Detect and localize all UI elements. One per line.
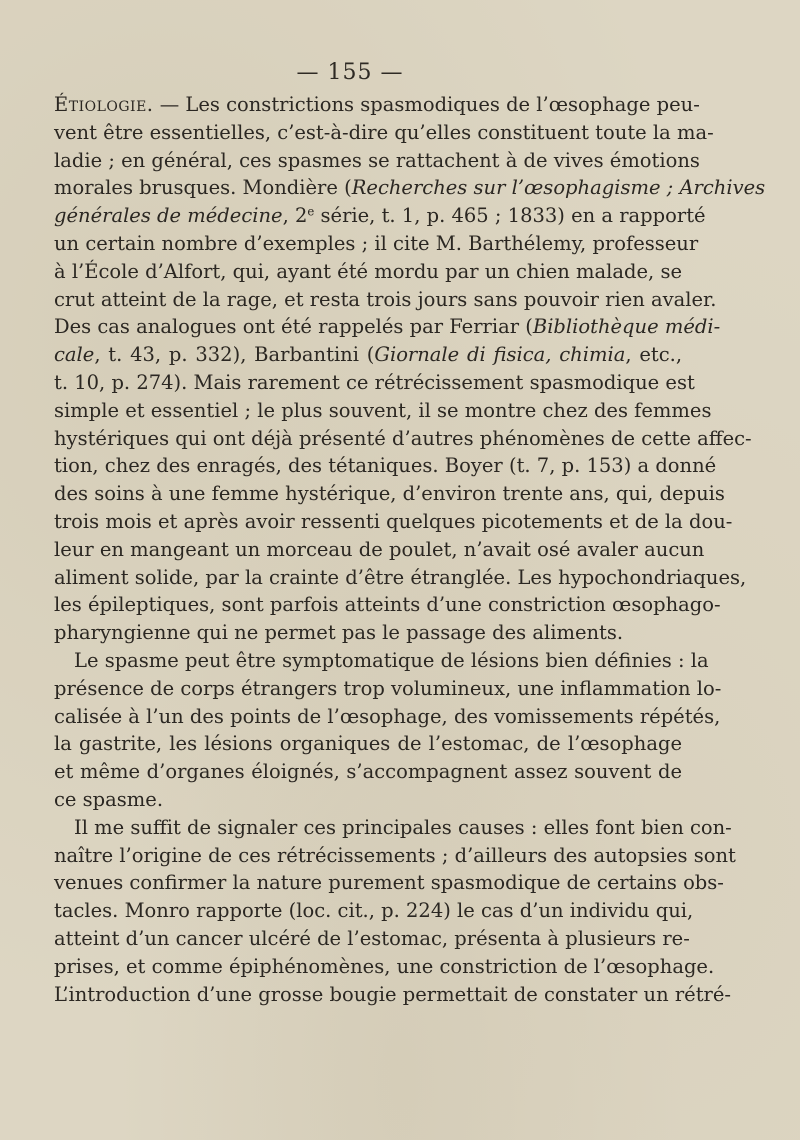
text-run: Le spasme peut être symptomatique de lésions bien définies : la [74, 648, 709, 672]
text-run: vent être essentielles, c’est-à-dire qu’elles constituent toute la ma- [54, 120, 714, 144]
text-run: naître l’origine de ces rétrécissements ; d’ailleurs des autopsies sont [54, 843, 736, 867]
text-run: crut atteint de la rage, et resta trois jours sans pouvoir rien avaler. [54, 287, 717, 311]
text-line [54, 869, 724, 897]
text-line [54, 591, 721, 619]
text-run: t. 10, p. 274). Mais rarement ce rétrécissement spasmodique est [54, 370, 695, 394]
italic-citation: Recherches sur l’œsophagisme ; Archives [351, 176, 766, 200]
text-run: Il me suffit de signaler ces principales causes : elles font bien con- [74, 815, 732, 839]
text-run: atteint d’un cancer ulcéré de l’estomac, présenta à plusieurs re- [54, 926, 690, 950]
text-line [54, 814, 732, 842]
text-run: hystériques qui ont déjà présenté d’autres phénomènes de cette affec- [54, 426, 752, 450]
paragraph [54, 814, 736, 1009]
text-line [54, 174, 766, 202]
text-run: — Les constrictions spasmodiques de l’œsophage peu- [153, 93, 700, 116]
text-line [54, 730, 682, 758]
text-line [54, 842, 736, 870]
page-number: — 155 — [296, 60, 404, 85]
text-line [54, 536, 705, 564]
text-run: Des cas analogues ont été rappelés par Ferriar ( [54, 315, 533, 339]
text-run: et même d’organes éloignés, s’accompagnent assez souvent de [54, 760, 682, 784]
text-run: pharyngienne qui ne permet pas le passage des aliments. [54, 621, 624, 645]
text-run: L’introduction d’une grosse bougie permettait de constater un rétré- [54, 982, 731, 1006]
text-line [54, 758, 682, 786]
text-line [54, 564, 747, 592]
text-line [54, 258, 682, 286]
body-text [54, 91, 766, 1008]
text-line [54, 508, 733, 536]
text-line [54, 397, 712, 425]
text-line [54, 480, 725, 508]
text-line [54, 953, 715, 981]
section-heading: Étiologie. [54, 93, 154, 116]
text-run: ladie ; en général, ces spasmes se rattachent à de vives émotions [54, 148, 700, 172]
text-run: ce spasme. [54, 787, 164, 811]
text-run: les épileptiques, sont parfois atteints d’une constriction œsophago- [54, 593, 721, 617]
text-line [54, 981, 731, 1009]
text-line [54, 452, 717, 480]
text-line [54, 675, 722, 703]
text-line [54, 202, 706, 230]
text-run: tacles. Monro rapporte (loc. cit., p. 224) le cas d’un individu qui, [54, 899, 694, 923]
superscript: e [307, 204, 315, 219]
text-run: à l’École d’Alfort, qui, ayant été mordu par un chien malade, se [54, 259, 682, 283]
text-line [54, 147, 700, 175]
text-line [54, 647, 709, 675]
paragraph [54, 647, 722, 814]
text-line [54, 703, 721, 731]
italic-citation: générales de médecine [54, 204, 283, 228]
text-run: tion, chez des enragés, des tétaniques. Boyer (t. 7, p. 153) a donné [54, 454, 717, 478]
text-run: un certain nombre d’exemples ; il cite M. Barthélemy, professeur [54, 231, 699, 255]
text-line [54, 91, 700, 119]
text-run: , etc., [625, 343, 683, 367]
text-run: trois mois et après avoir ressenti quelques picotements et de la dou- [54, 509, 733, 533]
text-run: présence de corps étrangers trop volumineux, une inflammation lo- [54, 676, 722, 700]
text-run: simple et essentiel ; le plus souvent, il se montre chez des femmes [54, 398, 712, 422]
text-line [54, 369, 695, 397]
text-line [54, 897, 694, 925]
italic-citation: Bibliothèque médi- [532, 315, 721, 339]
text-run: , t. 43, p. 332), Barbantini ( [94, 343, 375, 367]
text-run: des soins à une femme hystérique, d’environ trente ans, qui, depuis [54, 482, 725, 506]
text-line [54, 313, 721, 341]
text-line [54, 230, 699, 258]
text-run: aliment solide, par la crainte d’être étranglée. Les hypochondriaques, [54, 565, 747, 589]
text-run: morales brusques. Mondière ( [54, 176, 352, 200]
text-line [54, 341, 682, 369]
text-line [54, 425, 752, 453]
text-run: série, t. 1, p. 465 ; 1833) en a rapporté [314, 204, 706, 228]
text-run: , 2 [282, 204, 308, 228]
text-run: calisée à l’un des points de l’œsophage, des vomissements répétés, [54, 704, 721, 728]
text-line [54, 786, 682, 814]
italic-citation: Giornale di fisica, chimia [374, 343, 626, 367]
text-line [54, 119, 714, 147]
text-line [54, 619, 682, 647]
paragraph [54, 91, 766, 647]
text-run: prises, et comme épiphénomènes, une constriction de l’œsophage. [54, 954, 715, 978]
text-line [54, 925, 690, 953]
italic-citation: cale [54, 343, 95, 367]
text-run: leur en mangeant un morceau de poulet, n’avait osé avaler aucun [54, 537, 705, 561]
text-line [54, 286, 717, 314]
text-run: venues confirmer la nature purement spasmodique de certains obs- [54, 871, 724, 895]
text-run: la gastrite, les lésions organiques de l’estomac, de l’œsophage [54, 732, 682, 756]
